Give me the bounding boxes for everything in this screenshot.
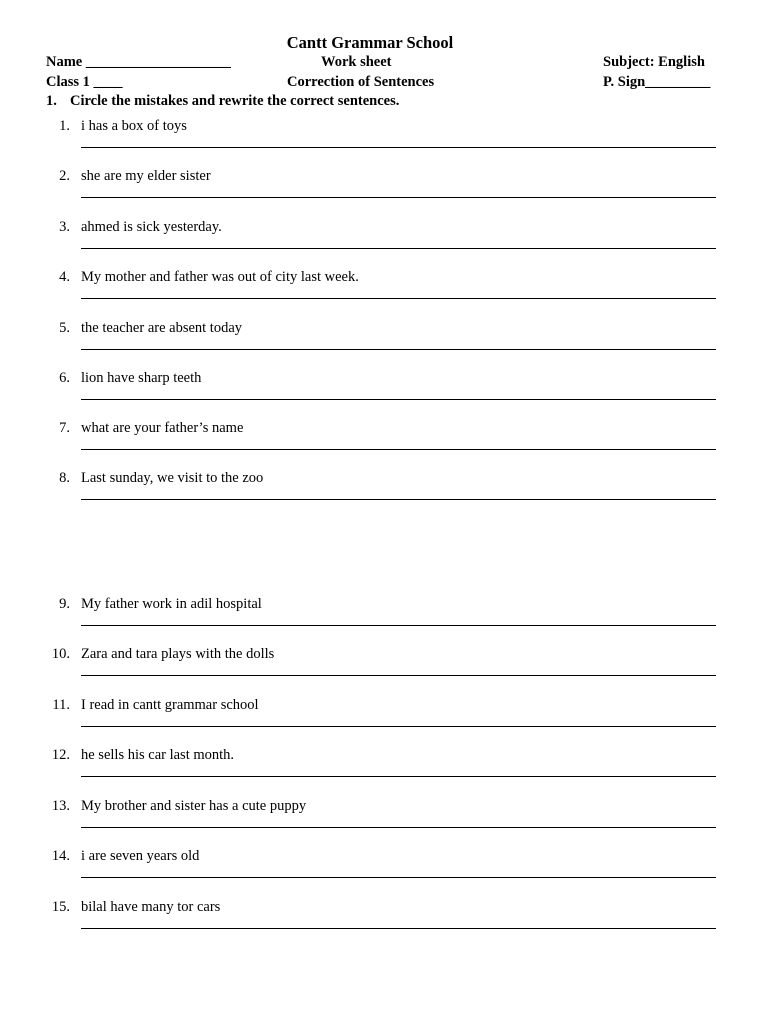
instruction-number: 1. (46, 93, 57, 109)
item-number: 6. (59, 370, 70, 386)
item-sentence: My father work in adil hospital (81, 596, 262, 612)
answer-line[interactable] (81, 147, 716, 148)
item-sentence: bilal have many tor cars (81, 899, 221, 915)
item-sentence: My mother and father was out of city last week. (81, 269, 359, 285)
exercise-item (0, 899, 768, 939)
answer-line[interactable] (81, 726, 716, 727)
instruction-text: Circle the mistakes and rewrite the correct sentences. (70, 93, 400, 109)
exercise-item (0, 697, 768, 737)
item-number: 4. (59, 269, 70, 285)
exercise-item (0, 646, 768, 686)
item-sentence: i are seven years old (81, 848, 200, 864)
name-field-label: Name ____________________ (46, 54, 231, 70)
item-number: 1. (59, 118, 70, 134)
item-number: 8. (59, 470, 70, 486)
item-number: 5. (59, 320, 70, 336)
exercise-item (0, 798, 768, 838)
answer-line[interactable] (81, 776, 716, 777)
item-sentence: what are your father’s name (81, 420, 244, 436)
item-sentence: lion have sharp teeth (81, 370, 202, 386)
exercise-item (0, 747, 768, 787)
exercise-item (0, 420, 768, 460)
item-sentence: he sells his car last month. (81, 747, 235, 763)
answer-line[interactable] (81, 928, 716, 929)
answer-line[interactable] (81, 248, 716, 249)
answer-line[interactable] (81, 877, 716, 878)
exercise-item (0, 168, 768, 208)
item-sentence: ahmed is sick yesterday. (81, 219, 222, 235)
exercise-item (0, 596, 768, 636)
exercise-item (0, 370, 768, 410)
answer-line[interactable] (81, 449, 716, 450)
item-number: 11. (52, 697, 70, 713)
exercise-item (0, 320, 768, 360)
answer-line[interactable] (81, 625, 716, 626)
school-title: Cantt Grammar School (286, 33, 454, 52)
item-number: 15. (51, 899, 70, 915)
item-number: 10. (51, 646, 70, 662)
exercise-item (0, 219, 768, 259)
item-sentence: Last sunday, we visit to the zoo (81, 470, 264, 486)
item-number: 14. (51, 848, 70, 864)
item-number: 13. (51, 798, 70, 814)
exercise-item (0, 848, 768, 888)
answer-line[interactable] (81, 197, 716, 198)
answer-line[interactable] (81, 298, 716, 299)
exercise-item (0, 269, 768, 309)
subject-label: Subject: English (603, 54, 705, 70)
item-sentence: Zara and tara plays with the dolls (81, 646, 275, 662)
answer-line[interactable] (81, 399, 716, 400)
item-sentence: she are my elder sister (81, 168, 211, 184)
sign-field-label: P. Sign_________ (603, 74, 711, 90)
item-sentence: I read in cantt grammar school (81, 697, 259, 713)
topic-label: Correction of Sentences (287, 74, 435, 90)
instruction (46, 93, 399, 110)
item-number: 12. (51, 747, 70, 763)
item-number: 9. (59, 596, 70, 612)
answer-line[interactable] (81, 499, 716, 500)
item-number: 7. (59, 420, 70, 436)
class-field-label: Class 1 ____ (46, 74, 123, 90)
exercise-item (0, 118, 768, 158)
doc-type-label: Work sheet (321, 54, 392, 70)
answer-line[interactable] (81, 827, 716, 828)
item-sentence: My brother and sister has a cute puppy (81, 798, 307, 814)
item-number: 2. (59, 168, 70, 184)
exercise-item (0, 470, 768, 510)
item-sentence: i has a box of toys (81, 118, 187, 134)
item-sentence: the teacher are absent today (81, 320, 243, 336)
answer-line[interactable] (81, 349, 716, 350)
item-number: 3. (59, 219, 70, 235)
answer-line[interactable] (81, 675, 716, 676)
